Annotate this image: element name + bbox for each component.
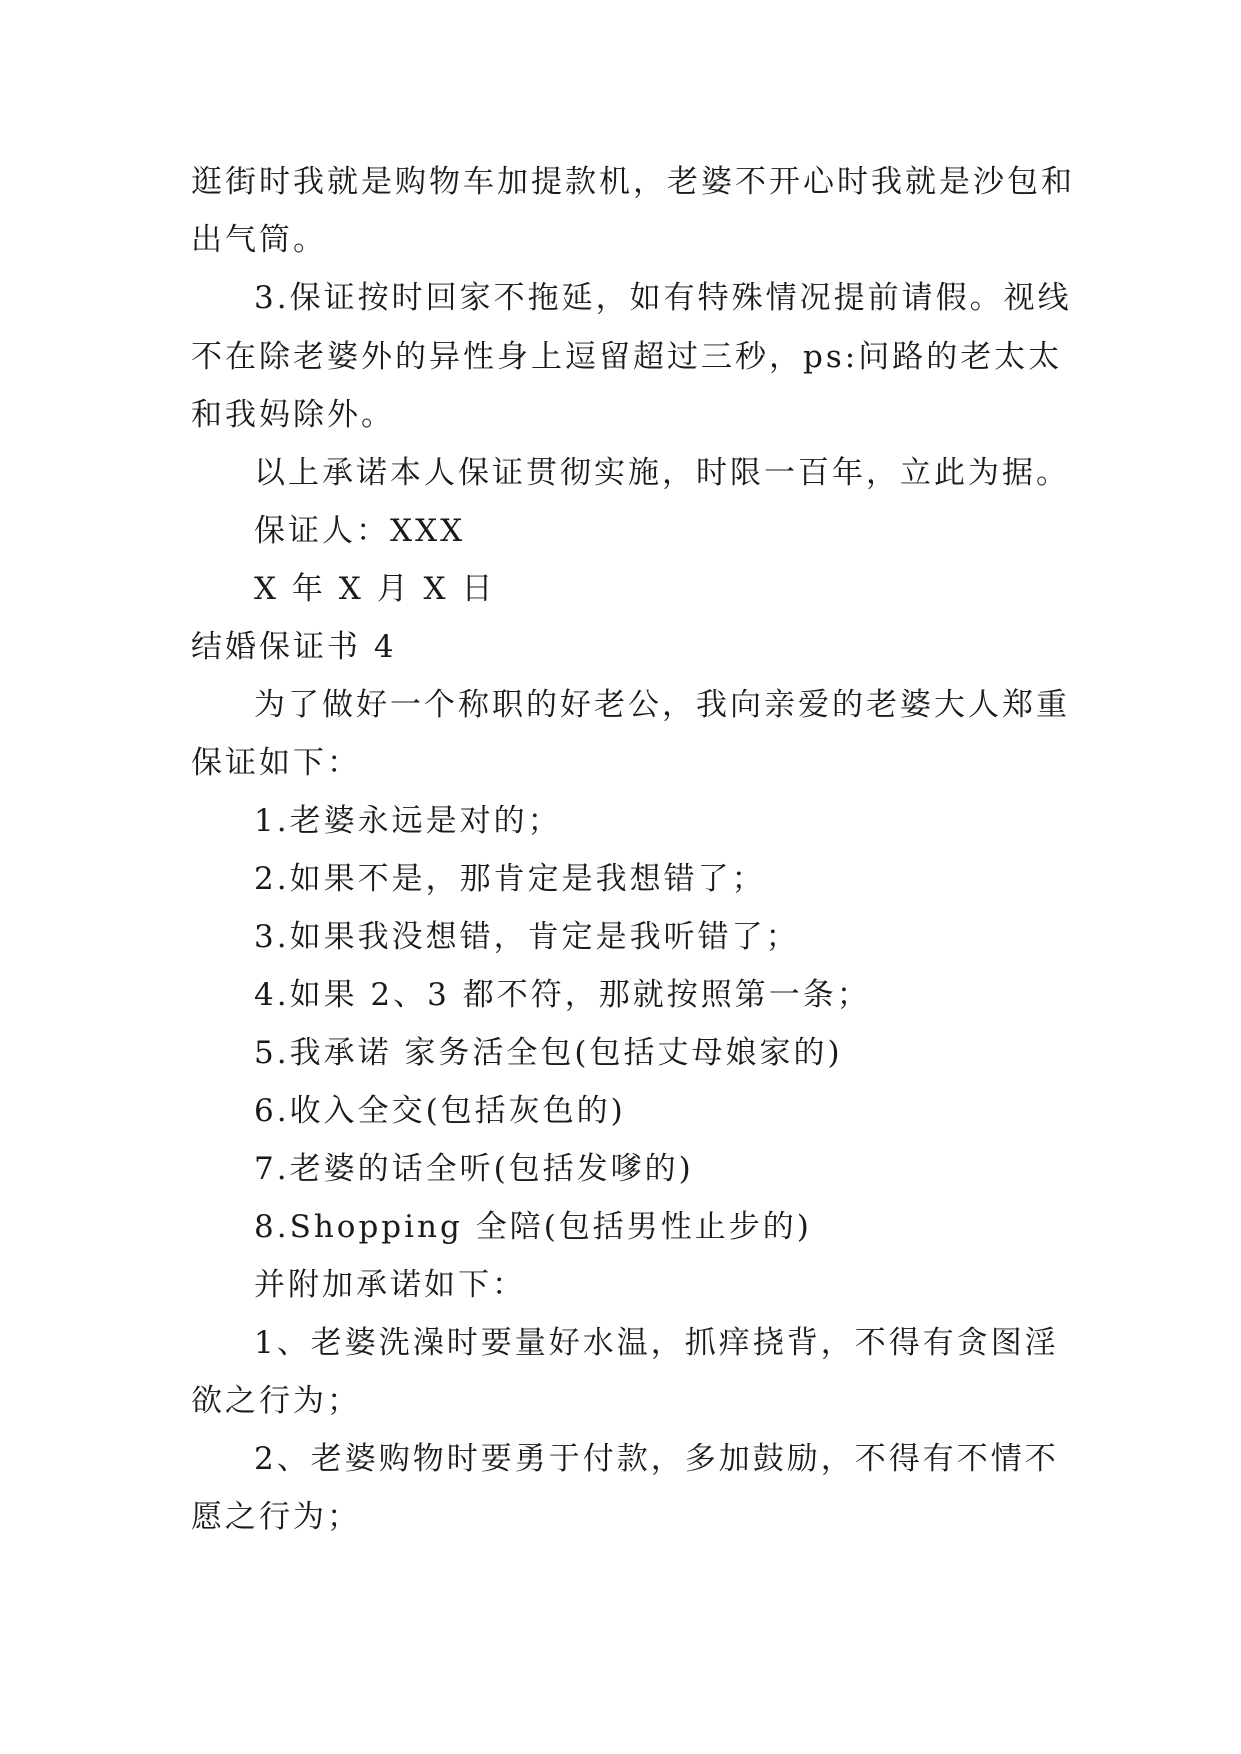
paragraph-line: 并附加承诺如下：	[254, 1267, 526, 1303]
paragraph-line: 逛街时我就是购物车加提款机，老婆不开心时我就是沙包和	[191, 164, 1075, 200]
paragraph-line: 为了做好一个称职的好老公，我向亲爱的老婆大人郑重	[254, 687, 1070, 723]
list-item: 2.如果不是，那肯定是我想错了；	[254, 861, 766, 897]
list-item: 6.收入全交(包括灰色的)	[254, 1093, 626, 1129]
list-item: 4.如果 2、3 都不符，那就按照第一条；	[254, 977, 871, 1013]
list-item: 1、老婆洗澡时要量好水温，抓痒挠背，不得有贪图淫	[254, 1325, 1059, 1361]
list-item: 8.Shopping 全陪(包括男性止步的)	[254, 1209, 812, 1245]
paragraph-line: 出气筒。	[191, 222, 327, 258]
list-item: 3.如果我没想错，肯定是我听错了；	[254, 919, 800, 955]
signature-line: 保证人：XXX	[254, 513, 466, 549]
paragraph-line: 3.保证按时回家不拖延，如有特殊情况提前请假。视线	[254, 280, 1072, 316]
paragraph-line: 和我妈除外。	[191, 397, 395, 433]
paragraph-line: 保证如下：	[191, 745, 361, 781]
list-item: 7.老婆的话全听(包括发嗲的)	[254, 1151, 694, 1187]
date-line: X 年 X 月 X 日	[254, 571, 496, 607]
list-item: 5.我承诺 家务活全包(包括丈母娘家的)	[254, 1035, 843, 1071]
paragraph-line: 以上承诺本人保证贯彻实施，时限一百年，立此为据。	[254, 455, 1070, 491]
list-item: 1.老婆永远是对的；	[254, 803, 562, 839]
paragraph-line: 欲之行为；	[191, 1383, 361, 1419]
list-item: 2、老婆购物时要勇于付款，多加鼓励，不得有不情不	[254, 1441, 1059, 1477]
section-title: 结婚保证书 4	[191, 629, 397, 665]
paragraph-line: 愿之行为；	[191, 1499, 361, 1535]
paragraph-line: 不在除老婆外的异性身上逗留超过三秒，ps:问路的老太太	[191, 339, 1063, 375]
